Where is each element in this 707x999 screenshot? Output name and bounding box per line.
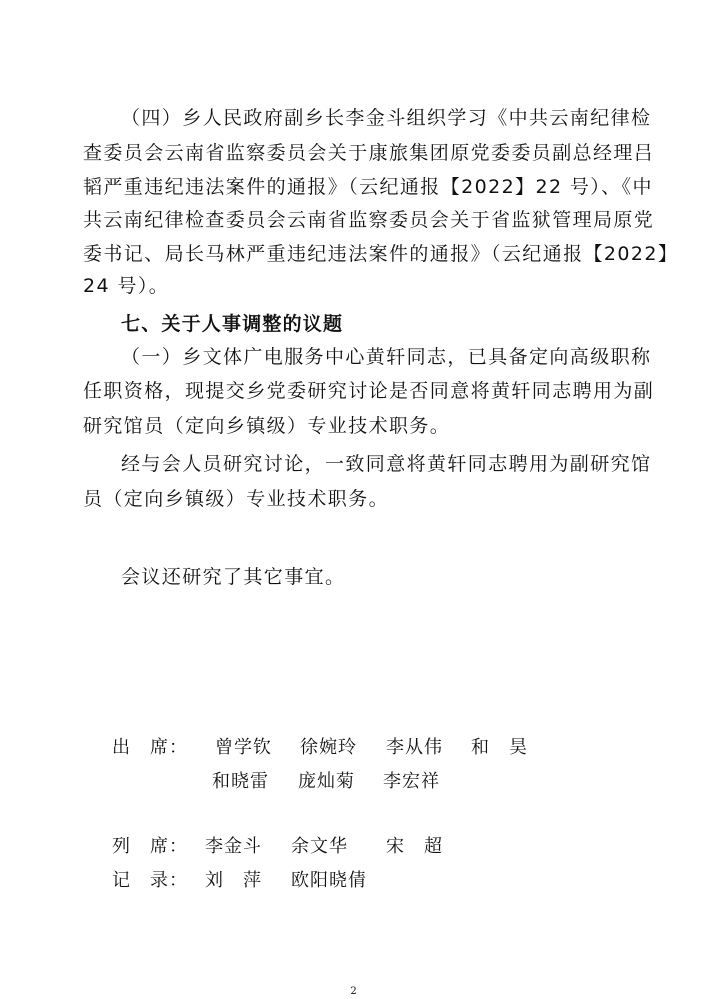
text-line: 韬严重违纪违法案件的通报》（云纪通报【2022】22 号）、《中 <box>83 176 653 198</box>
attendee-name: 曾学钦 <box>215 737 272 758</box>
attendee-name: 徐婉玲 <box>300 737 357 758</box>
text-line: 共云南纪律检查委员会云南省监察委员会关于省监狱管理局原党 <box>83 209 655 231</box>
observer-name: 宋 超 <box>386 836 443 857</box>
text-line: 任职资格，现提交乡党委研究讨论是否同意将黄轩同志聘用为副 <box>83 380 655 402</box>
text-line: 研究馆员（定向乡镇级）专业技术职务。 <box>83 415 451 437</box>
text-line: 委书记、局长马林严重违纪违法案件的通报》（云纪通报【2022】 <box>83 243 679 265</box>
present-label: 出 席： <box>112 737 188 758</box>
attendee-name: 庞灿菊 <box>298 771 355 792</box>
text-line: 经与会人员研究讨论，一致同意将黄轩同志聘用为副研究馆 <box>121 453 652 475</box>
attendee-name: 李从伟 <box>386 737 443 758</box>
observer-name: 李金斗 <box>205 836 262 857</box>
observers-label: 列 席： <box>112 836 188 857</box>
text-line: 24 号）。 <box>83 275 170 297</box>
observer-name: 余文华 <box>291 836 348 857</box>
text-line: 员（定向乡镇级）专业技术职务。 <box>83 488 390 510</box>
recorder-name: 刘 萍 <box>205 870 262 891</box>
attendee-name: 和晓雷 <box>212 771 269 792</box>
text-line: （四）乡人民政府副乡长李金斗组织学习《中共云南纪律检 <box>121 107 652 129</box>
text-line: （一）乡文体广电服务中心黄轩同志，已具备定向高级职称 <box>121 346 652 368</box>
attendee-name: 和 昊 <box>471 737 528 758</box>
text-line: 查委员会云南省监察委员会关于康旅集团原党委委员副总经理吕 <box>83 142 655 164</box>
recorder-name: 欧阳晓倩 <box>291 870 367 891</box>
other-matters-text: 会议还研究了其它事宜。 <box>121 566 346 588</box>
recorder-label: 记 录： <box>112 870 188 891</box>
attendee-name: 李宏祥 <box>383 771 440 792</box>
section-7-heading: 七、关于人事调整的议题 <box>121 313 344 335</box>
page-number: 2 <box>350 986 357 997</box>
